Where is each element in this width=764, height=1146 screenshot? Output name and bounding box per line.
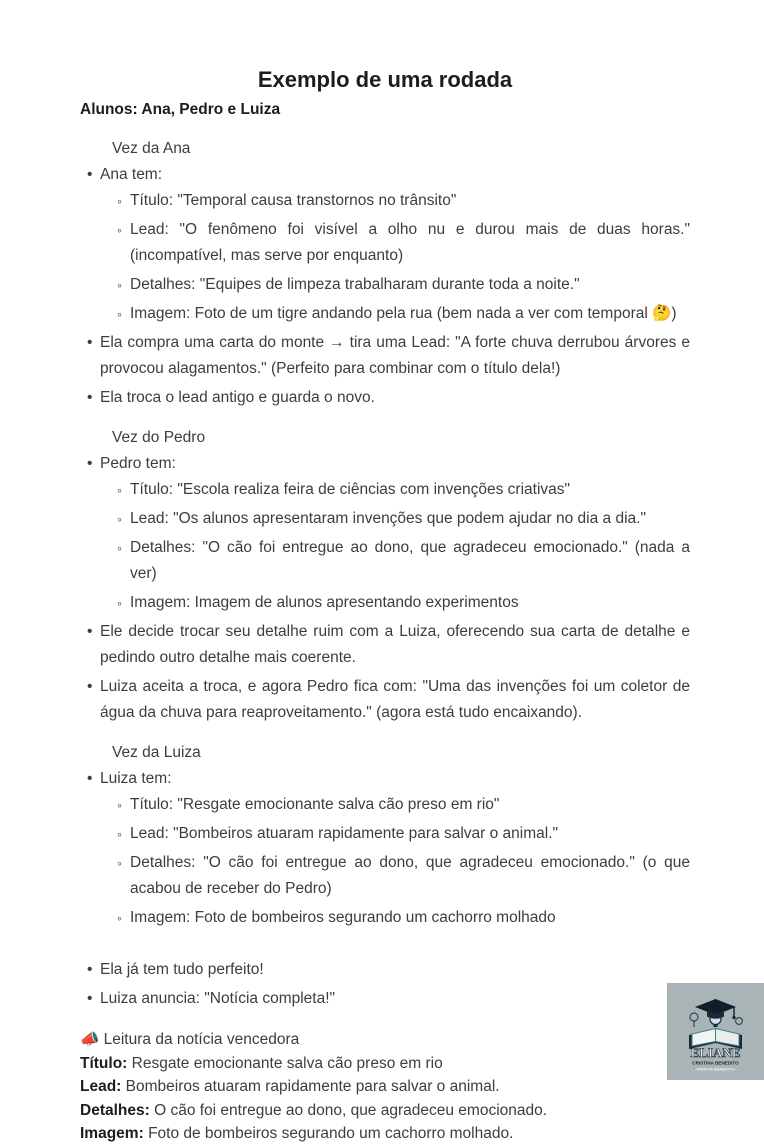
list-item-text: Pedro tem: (100, 455, 176, 472)
winner-block (80, 1028, 690, 1146)
section-ana (80, 136, 690, 411)
list-item: ◦ Lead: "Os alunos apresentaram invenções que podem ajudar no dia a dia." (100, 506, 690, 532)
section-pedro (80, 425, 690, 726)
winner-field-detalhes (80, 1099, 690, 1123)
svg-text:CRISTINA BENEDITO: CRISTINA BENEDITO (692, 1060, 739, 1066)
field-label: Lead: (80, 1078, 122, 1095)
list-item: ◦ Título: "Temporal causa transtornos no trânsito" (100, 188, 690, 214)
field-value: Foto de bombeiros segurando um cachorro molhado. (148, 1125, 514, 1142)
section-luiza (80, 740, 690, 1012)
turn-heading: Vez do Pedro (112, 429, 206, 446)
bullet-list (80, 162, 690, 411)
winner-field-lead (80, 1075, 690, 1099)
brand-logo (667, 983, 764, 1080)
page-title: Exemplo de uma rodada (257, 67, 513, 92)
winner-heading-text: Leitura da notícia vencedora (103, 1031, 300, 1048)
field-label: Imagem: (80, 1125, 144, 1142)
list-item: ◦ Detalhes: "O cão foi entregue ao dono, que agradeceu emocionado." (nada a ver) (100, 535, 690, 587)
list-item: • Luiza anuncia: "Notícia completa!" (80, 986, 690, 1012)
list-item: • Ela já tem tudo perfeito! (80, 957, 690, 983)
bullet-list (80, 766, 690, 1012)
field-label: Detalhes: (80, 1101, 150, 1119)
list-item: ◦ Imagem: Foto de um tigre andando pela rua (bem nada a ver com temporal 🤔) (100, 301, 690, 327)
list-item (80, 162, 690, 327)
field-value: Bombeiros atuaram rapidamente para salvar o animal. (125, 1078, 500, 1095)
list-item: ◦ Lead: "O fenômeno foi visível a olho nu e durou mais de duas horas." (incompatível, mas serve por enquanto) (100, 217, 690, 269)
list-item: ◦ Detalhes: "Equipes de limpeza trabalharam durante toda a noite." (100, 272, 690, 298)
list-item: • Ela troca o lead antigo e guarda o novo. (80, 385, 690, 411)
field-label: Título: (80, 1054, 128, 1072)
list-item: • Luiza aceita a troca, e agora Pedro fica com: "Uma das invenções foi um coletor de água da chuva para reaproveitamento." (agora está tudo encaixando). (80, 674, 690, 726)
winner-heading (80, 1028, 690, 1052)
students-line: Alunos: Ana, Pedro e Luiza (80, 101, 281, 118)
brand-logo-graphic (667, 983, 764, 1080)
winner-field-titulo (80, 1052, 690, 1076)
list-item (80, 766, 690, 931)
bullet-list (80, 451, 690, 726)
list-item: ◦ Imagem: Imagem de alunos apresentando experimentos (100, 590, 690, 616)
field-value: O cão foi entregue ao dono, que agradeceu emocionado. (154, 1101, 548, 1119)
sub-bullet-list (100, 477, 690, 616)
list-item: ◦ Título: "Resgate emocionante salva cão preso em rio" (100, 792, 690, 818)
list-item: • Ela compra uma carta do monte → tira uma Lead: "A forte chuva derrubou árvores e provocou alagamentos." (Perfeito para combinar com o título dela!) (80, 330, 690, 382)
svg-text:ELIANE: ELIANE (690, 1045, 741, 1060)
winner-field-imagem (80, 1122, 690, 1146)
list-item: ◦ Imagem: Foto de bombeiros segurando um cachorro molhado (100, 905, 690, 931)
list-item: ◦ Título: "Escola realiza feira de ciências com invenções criativas" (100, 477, 690, 503)
list-item-text: Luiza tem: (100, 770, 172, 787)
list-item: ◦ Detalhes: "O cão foi entregue ao dono, que agradeceu emocionado." (o que acabou de receber do Pedro) (100, 850, 690, 902)
list-item (80, 451, 690, 616)
megaphone-icon: 📣 (80, 1031, 100, 1048)
turn-heading: Vez da Luiza (112, 744, 201, 761)
field-value: Resgate emocionante salva cão preso em rio (131, 1054, 443, 1072)
sub-bullet-list (100, 188, 690, 327)
svg-text:-GRISCIA BENEDITO-: -GRISCIA BENEDITO- (695, 1066, 736, 1072)
list-item: • Ele decide trocar seu detalhe ruim com a Luiza, oferecendo sua carta de detalhe e pedindo outro detalhe mais coerente. (80, 619, 690, 671)
list-item: ◦ Lead: "Bombeiros atuaram rapidamente para salvar o animal." (100, 821, 690, 847)
sub-bullet-list (100, 792, 690, 931)
list-item-text: Ana tem: (100, 166, 163, 183)
turn-heading: Vez da Ana (112, 140, 191, 157)
